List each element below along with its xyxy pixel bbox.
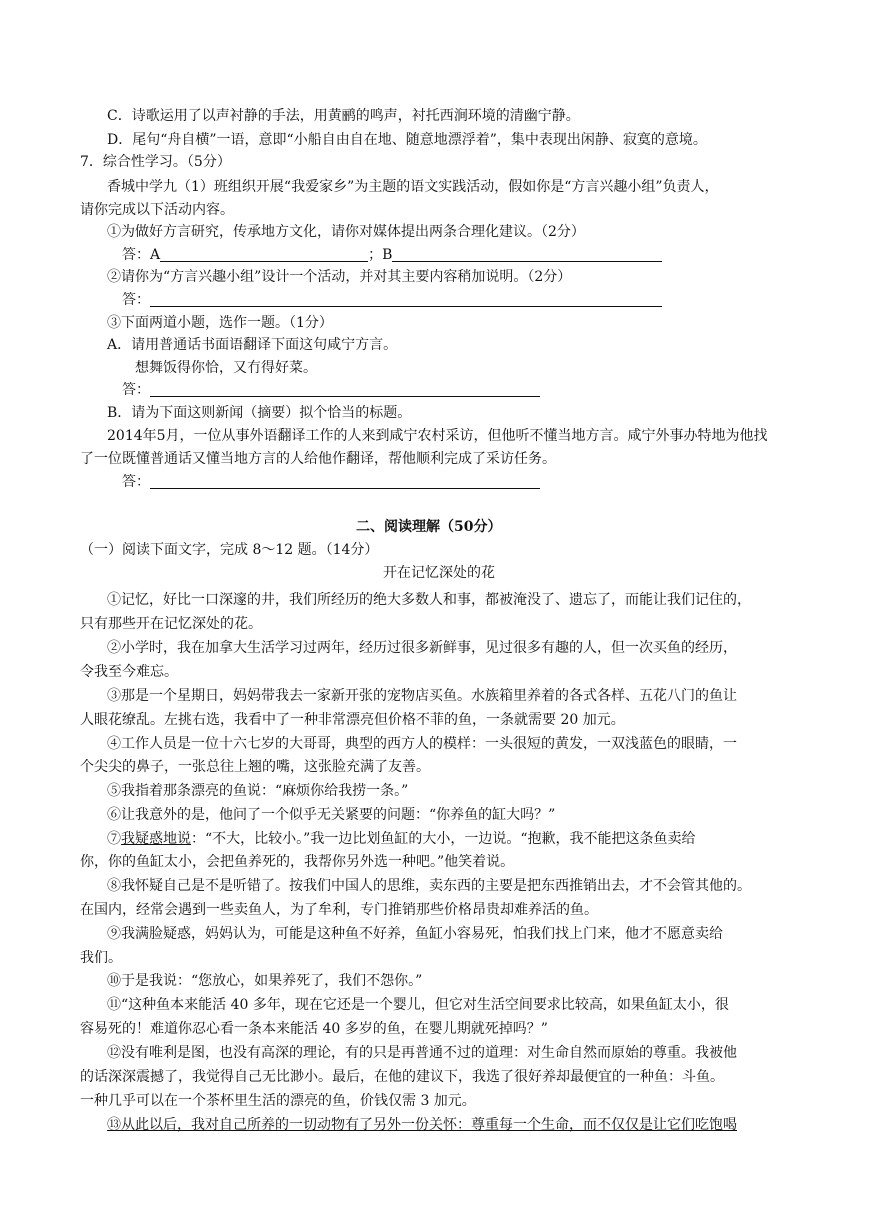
article-p12-line1: ⑫没有唯利是图，也没有高深的理论，有的只是再普通不过的道理：对生命自然而原始的尊重。我被他 xyxy=(107,1045,737,1061)
answer-b-prefix: ；B xyxy=(368,247,393,263)
article-p8-line1: ⑧我怀疑自己是不是听错了。按我们中国人的思维，卖东西的主要是把东西推销出去，才不会管其他的。 xyxy=(107,878,751,894)
q7-sub-b: B．请为下面这则新闻（摘要）拟个恰当的标题。 xyxy=(107,405,412,421)
answer-a-blank[interactable] xyxy=(160,247,368,262)
article-p12-line3: 一种几乎可以在一个茶杯里生活的漂亮的鱼，价钱仅需 3 加元。 xyxy=(80,1093,476,1109)
article-p6: ⑥让我意外的是，他问了一个似乎无关紧要的问题：“你养鱼的缸大吗？” xyxy=(107,807,556,823)
answer-prefix: 答： xyxy=(122,292,150,308)
q6-option-c: C．诗歌运用了以声衬静的手法，用黄鹂的鸣声，衬托西涧环境的清幽宁静。 xyxy=(107,108,580,124)
article-p11-line1: ⑪“这种鱼本来能活 40 多年，现在它还是一个婴儿，但它对生活空间要求比较高，如果鱼缸太小，很 xyxy=(107,997,729,1013)
article-p3-line2: 人眼花缭乱。左挑右选，我看中了一种非常漂亮但价格不菲的鱼，一条就需要 20 加元。 xyxy=(80,712,625,728)
section2-title xyxy=(356,517,501,537)
answer2-blank[interactable] xyxy=(150,292,662,307)
article-p1-line1: ①记忆，好比一口深邃的井，我们所经历的绝大多数人和事，都被淹没了、遗忘了，而能让我们记住的， xyxy=(107,592,751,608)
q6-option-d: D．尾句“舟自横”一语，意即“小船自由自在地、随意地漂浮着”，集中表现出闲静、寂寞的意境。 xyxy=(107,132,707,148)
p7-number: ⑦ xyxy=(107,831,121,847)
q7-intro-line2: 请你完成以下活动内容。 xyxy=(80,202,234,218)
q7-item2: ②请你为“方言兴趣小组”设计一个活动，并对其主要内容稍加说明。（2分） xyxy=(107,269,572,285)
article-p7-line2: 你，你的鱼缸太小，会把鱼养死的，我帮你另外选一种吧。”他笑着说。 xyxy=(80,854,515,870)
section2-title-a: 二、阅读理解（ xyxy=(356,519,454,535)
q7-title: 7．综合性学习。（5分） xyxy=(80,154,231,170)
article-p9-line1: ⑨我满脸疑惑，妈妈认为，可能是这种鱼不好养，鱼缸小容易死，怕我们找上门来，他才不愿意卖给 xyxy=(107,926,723,942)
q7-sub-a: A．请用普通话书面语翻译下面这句咸宁方言。 xyxy=(107,337,398,353)
q7-item1: ①为做好方言研究，传承地方文化，请你对媒体提出两条合理化建议。（2分） xyxy=(107,224,585,240)
article-p2-line2: 令我至今难忘。 xyxy=(80,664,178,680)
answer-prefix: 答： xyxy=(122,474,150,490)
section2-title-b: 50分） xyxy=(454,519,502,535)
answer3a-blank[interactable] xyxy=(150,382,540,397)
article-p1-line2: 只有那些开在记忆深处的花。 xyxy=(80,616,262,632)
q7-answer3a-row xyxy=(122,380,540,400)
q7-answer2-row xyxy=(122,290,662,310)
section2-subheading: （一）阅读下面文字，完成 8～12 题。（14分） xyxy=(80,542,379,558)
q7-news-line2: 了一位既懂普通话又懂当地方言的人给他作翻译，帮他顺利完成了采访任务。 xyxy=(80,451,556,467)
article-p3-line1: ③那是一个星期日，妈妈带我去一家新开张的宠物店买鱼。水族箱里养着的各式各样、五花八门的鱼让 xyxy=(107,688,737,704)
article-p12-line2: 的话深深震撼了，我觉得自己无比渺小。最后，在他的建议下，我选了很好养却最便宜的一种鱼：斗鱼。 xyxy=(80,1069,724,1085)
article-p9-line2: 我们。 xyxy=(80,950,122,966)
q7-answer3b-row xyxy=(122,472,540,492)
q7-intro-line1: 香城中学九（1）班组织开展“我爱家乡”为主题的语文实践活动，假如你是“方言兴趣小组”负责人， xyxy=(107,179,719,195)
p7-underlined-phrase: 我疑惑地说 xyxy=(121,831,191,847)
article-p5: ⑤我指着那条漂亮的鱼说：“麻烦你给我捞一条。” xyxy=(107,783,409,799)
article-p2-line1: ②小学时，我在加拿大生活学习过两年，经历过很多新鲜事，见过很多有趣的人，但一次买鱼的经历， xyxy=(107,640,737,656)
article-p4-line2: 个尖尖的鼻子，一张总往上翘的嘴，这张脸充满了友善。 xyxy=(80,759,430,775)
q7-answer1-row xyxy=(122,245,662,265)
q7-item3: ③下面两道小题，选作一题。（1分） xyxy=(107,315,333,331)
p7-rest: ：“不大，比较小。”我一边比划鱼缸的大小，一边说。“抱歉，我不能把这条鱼卖给 xyxy=(191,831,696,847)
article-p10: ⑩于是我说：“您放心，如果养死了，我们不怨你。” xyxy=(107,973,423,989)
answer-a-prefix: 答：A xyxy=(122,247,161,263)
article-p4-line1: ④工作人员是一位十六七岁的大哥哥，典型的西方人的模样：一头很短的黄发，一双浅蓝色的眼睛，一 xyxy=(107,736,737,752)
article-title: 开在记忆深处的花 xyxy=(383,565,495,581)
answer3b-blank[interactable] xyxy=(150,474,540,489)
article-p11-line2: 容易死的！难道你忍心看一条本来能活 40 多岁的鱼，在婴儿期就死掉吗？” xyxy=(80,1021,548,1037)
answer-b-blank[interactable] xyxy=(392,247,662,262)
article-p13-line1: ⑬从此以后，我对自己所养的一切动物有了另外一份关怀：尊重每一个生命，而不仅仅是让它们吃饱喝 xyxy=(107,1117,737,1133)
article-p8-line2: 在国内，经常会遇到一些卖鱼人，为了牟利，专门推销那些价格昂贵却难养活的鱼。 xyxy=(80,902,598,918)
q7-news-line1: 2014年5月，一位从事外语翻译工作的人来到咸宁农村采访，但他听不懂当地方言。咸宁外事办特地为他找 xyxy=(107,428,768,444)
answer-prefix: 答： xyxy=(122,382,150,398)
article-p7-line1 xyxy=(107,829,695,849)
q7-sub-a-quote: 想舞饭得你恰，又冇得好菜。 xyxy=(135,360,317,376)
